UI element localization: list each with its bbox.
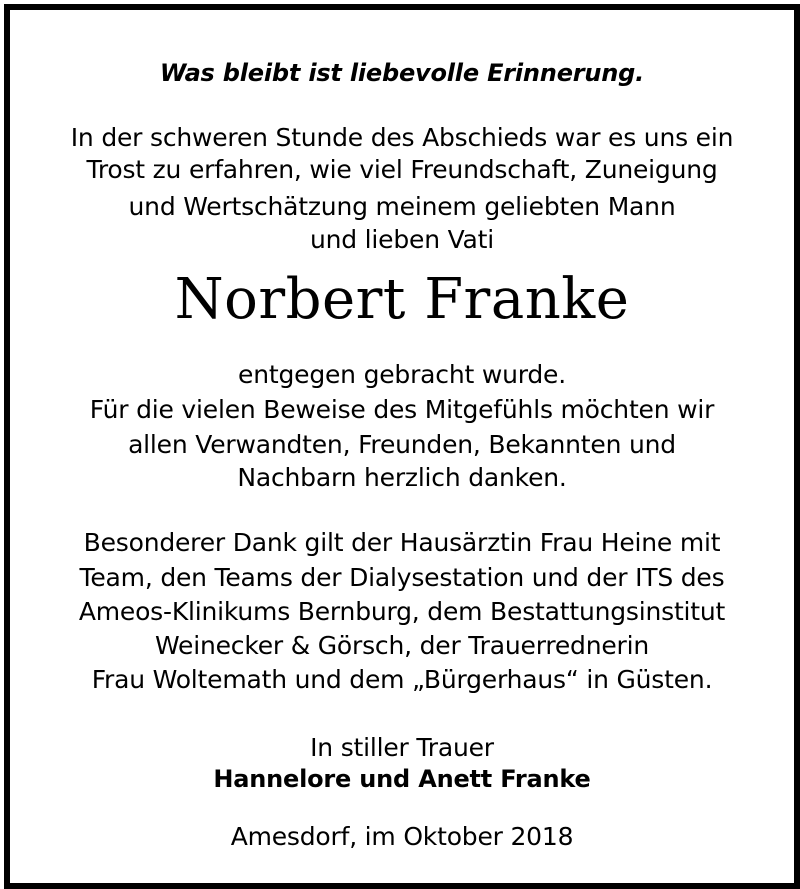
special-thanks-line-3: Ameos-Klinikums Bernburg, dem Bestattungsinstitut	[78, 597, 726, 626]
special-thanks-line-1: Besonderer Dank gilt der Hausärztin Frau Heine mit	[83, 528, 721, 557]
mourning-phrase: In stiller Trauer	[310, 733, 494, 762]
place-date: Amesdorf, im Oktober 2018	[230, 822, 574, 851]
intro-line-4: und lieben Vati	[309, 225, 495, 254]
deceased-name: Norbert Franke	[174, 267, 630, 332]
thanks-line-1: entgegen gebracht wurde.	[238, 360, 566, 389]
motto: Was bleibt ist liebevolle Erinnerung.	[159, 59, 645, 87]
special-thanks-line-5: Frau Woltemath und dem „Bürgerhaus“ in Güsten.	[91, 665, 713, 694]
thanks-line-2: Für die vielen Beweise des Mitgefühls möchten wir	[89, 395, 715, 424]
special-thanks-line-2: Team, den Teams der Dialysestation und der ITS des	[79, 563, 725, 592]
thanks-line-3: allen Verwandten, Freunden, Bekannten und	[128, 430, 676, 459]
obituary-notice	[10, 10, 794, 883]
signers: Hannelore und Anett Franke	[213, 765, 591, 793]
obituary-border	[4, 4, 800, 889]
intro-line-1: In der schweren Stunde des Abschieds war es uns ein	[70, 123, 734, 152]
special-thanks-line-4: Weinecker & Görsch, der Trauerrednerin	[154, 631, 650, 660]
intro-line-2: Trost zu erfahren, wie viel Freundschaft, Zuneigung	[86, 155, 718, 184]
thanks-line-4: Nachbarn herzlich danken.	[237, 463, 567, 492]
intro-line-3: und Wertschätzung meinem geliebten Mann	[128, 192, 676, 221]
